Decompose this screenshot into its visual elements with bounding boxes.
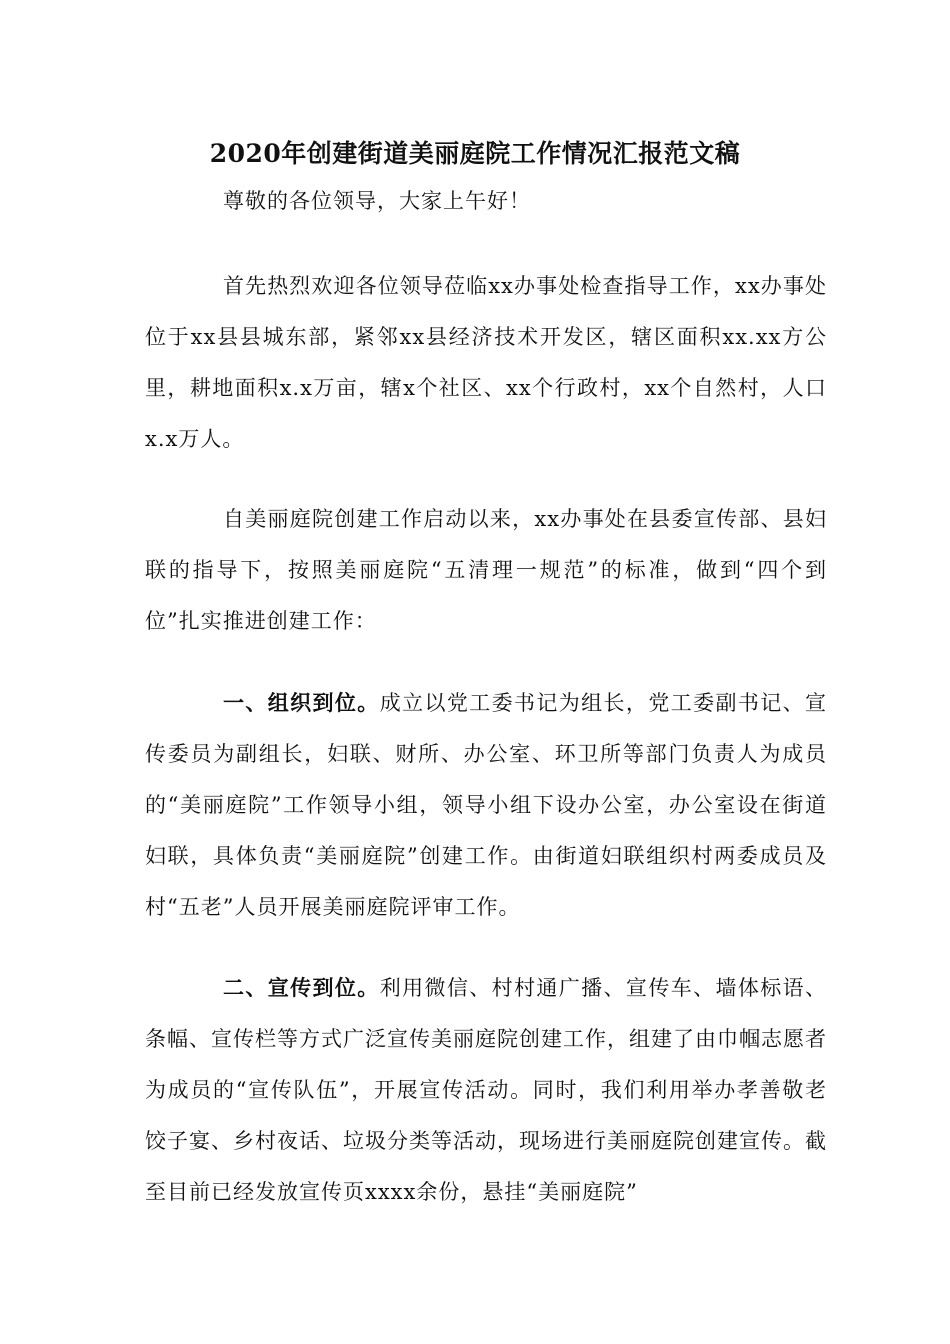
- paragraph-organization-text: 成立以党工委书记为组长，党工委副书记、宣传委员为副组长，妇联、财所、办公室、环卫所等部门负责人为成员的“美丽庭院”工作领导小组，领导小组下设办公室，办公室设在街道妇联，具体负责“美丽庭院”创建工作。由街道妇联组织村两委成员及村“五老”人员开展美丽庭院评审工作。: [145, 691, 828, 919]
- greeting-line: 尊敬的各位领导，大家上午好！: [223, 189, 531, 213]
- paragraph-overview: [145, 494, 827, 647]
- paragraph-overview-text: 自美丽庭院创建工作启动以来，xx办事处在县委宣传部、县妇联的指导下，按照美丽庭院“五清理一规范”的标准，做到“四个到位”扎实推进创建工作：: [145, 507, 827, 633]
- paragraph-organization-heading: 一、组织到位。: [223, 690, 380, 715]
- paragraph-publicity: [145, 962, 827, 1218]
- paragraph-intro-text: 首先热烈欢迎各位领导莅临xx办事处检查指导工作，xx办事处位于xx县县城东部，紧邻xx县经济技术开发区，辖区面积xx.xx方公里，耕地面积x.x万亩，辖x个社区、xx个行政村，xx个自然村，人口x.x万人。: [145, 274, 827, 451]
- paragraph-intro: [145, 261, 827, 465]
- document-title: 2020年创建街道美丽庭院工作情况汇报范文稿: [209, 139, 741, 168]
- paragraph-publicity-heading: 二、宣传到位。: [223, 975, 380, 1000]
- paragraph-publicity-text: 利用微信、村村通广播、宣传车、墙体标语、条幅、宣传栏等方式广泛宣传美丽庭院创建工作，组建了由巾帼志愿者为成员的“宣传队伍”，开展宣传活动。同时，我们利用举办孝善敬老饺子宴、乡村夜话、垃圾分类等活动，现场进行美丽庭院创建宣传。截至目前已经发放宣传页xxxx余份，悬挂“美丽庭院”: [145, 976, 828, 1204]
- paragraph-organization: [145, 677, 827, 933]
